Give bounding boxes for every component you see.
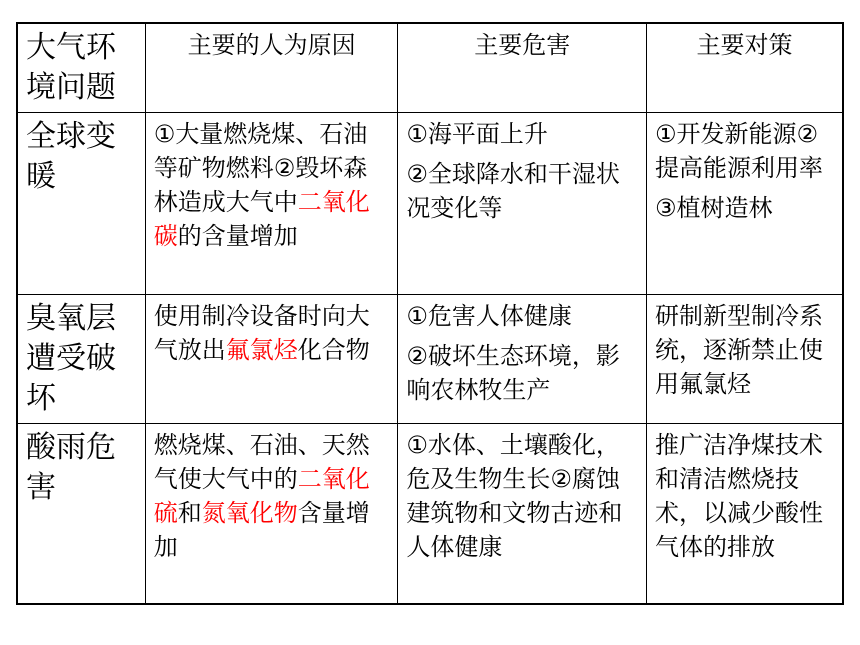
cause-text-end: 含量增加	[153, 499, 370, 561]
pollutant-highlight: 二氧化硫	[153, 465, 370, 527]
cause-cell	[145, 424, 398, 604]
measure-item: 研制新型制冷系统，逐渐禁止使用氟氯烃	[655, 302, 823, 398]
measure-item: ③植树造林	[655, 194, 773, 222]
pollutant-highlight: 二氧化碳	[153, 188, 370, 250]
cause-text: ①大量燃烧煤、石油等矿物燃料②毁坏森林造成大气中	[153, 120, 368, 216]
harm-cell	[398, 113, 647, 295]
cause-text: 使用制冷设备时向大气放出	[153, 302, 370, 364]
measure-item: ①开发新能源②提高能源利用率	[655, 120, 823, 182]
table-row	[17, 424, 843, 604]
problem-cell: 酸雨危害	[17, 424, 145, 604]
table-row	[17, 113, 843, 295]
cause-text-end: 化合物	[297, 336, 370, 364]
table-row	[17, 295, 843, 424]
harm-item: ①水体、土壤酸化，危及生物生长②腐蚀建筑物和文物古迹和人体健康	[406, 431, 623, 561]
measures-cell	[647, 424, 844, 604]
cause-cell	[145, 295, 398, 424]
cause-text-end: 的含量增加	[177, 222, 298, 250]
cause-cell	[145, 113, 398, 295]
measures-cell	[647, 295, 844, 424]
environment-problems-table	[16, 22, 844, 605]
harm-item: ②破坏生态环境，影响农林牧生产	[406, 342, 620, 404]
harm-item: ②全球降水和干湿状况变化等	[406, 160, 620, 222]
cause-text: 燃烧煤、石油、天然气使大气中的	[153, 431, 370, 493]
harm-item: ①海平面上升	[406, 120, 548, 148]
problem-cell: 臭氧层遭受破坏	[17, 295, 145, 424]
harm-cell	[398, 424, 647, 604]
problem-cell: 全球变暖	[17, 113, 145, 295]
header-problem: 大气环境问题	[17, 23, 145, 113]
measure-item: 推广洁净煤技术和清洁燃烧技术，以减少酸性气体的排放	[655, 431, 823, 561]
cause-text-mid: 和	[177, 499, 202, 527]
measures-cell	[647, 113, 844, 295]
pollutant-highlight: 氟氯烃	[225, 336, 298, 364]
header-cause: 主要的人为原因	[145, 23, 398, 113]
harm-item: ①危害人体健康	[406, 302, 572, 330]
header-row	[17, 23, 843, 113]
harm-cell	[398, 295, 647, 424]
pollutant-highlight-2: 氮氧化物	[201, 499, 298, 527]
header-harm: 主要危害	[398, 23, 647, 113]
header-measures: 主要对策	[647, 23, 844, 113]
